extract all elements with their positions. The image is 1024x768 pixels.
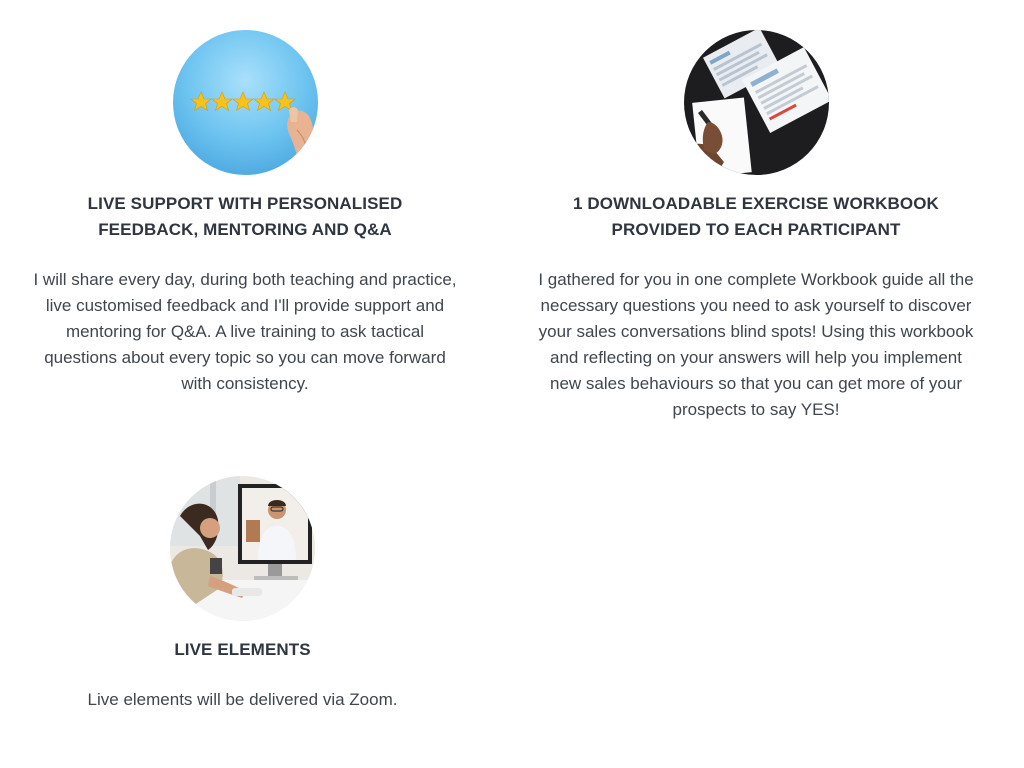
video-call-image bbox=[170, 476, 315, 621]
workbook-documents-image bbox=[684, 30, 829, 175]
video-call-icon bbox=[170, 476, 315, 621]
feature-description: I gathered for you in one complete Workbook guide all the necessary questions you need to ask yourself to discover your sales conversations blind spots! Using this workbook and reflecting on your answers will help you implement new sales behaviours so that you can get more of your prospects to say YES! bbox=[538, 270, 974, 419]
workbook-documents-icon bbox=[684, 30, 829, 175]
five-star-rating-image bbox=[173, 30, 318, 175]
feature-title: LIVE SUPPORT WITH PERSONALISED FEEDBACK, MENTORING AND Q&A bbox=[87, 194, 403, 239]
feature-description: Live elements will be delivered via Zoom. bbox=[87, 690, 398, 709]
feature-description: I will share every day, during both teaching and practice, live customised feedback and I'll provide support and mentoring for Q&A. A live training to ask tactical questions about every topic so you can move forward with consistency. bbox=[33, 270, 457, 393]
feature-live-support bbox=[30, 30, 460, 397]
feature-workbook bbox=[536, 30, 976, 423]
feature-live-elements bbox=[30, 476, 455, 713]
feature-title: 1 DOWNLOADABLE EXERCISE WORKBOOK PROVIDED TO EACH PARTICIPANT bbox=[573, 194, 939, 239]
feature-title: LIVE ELEMENTS bbox=[174, 640, 311, 659]
five-star-rating-icon bbox=[173, 30, 318, 175]
